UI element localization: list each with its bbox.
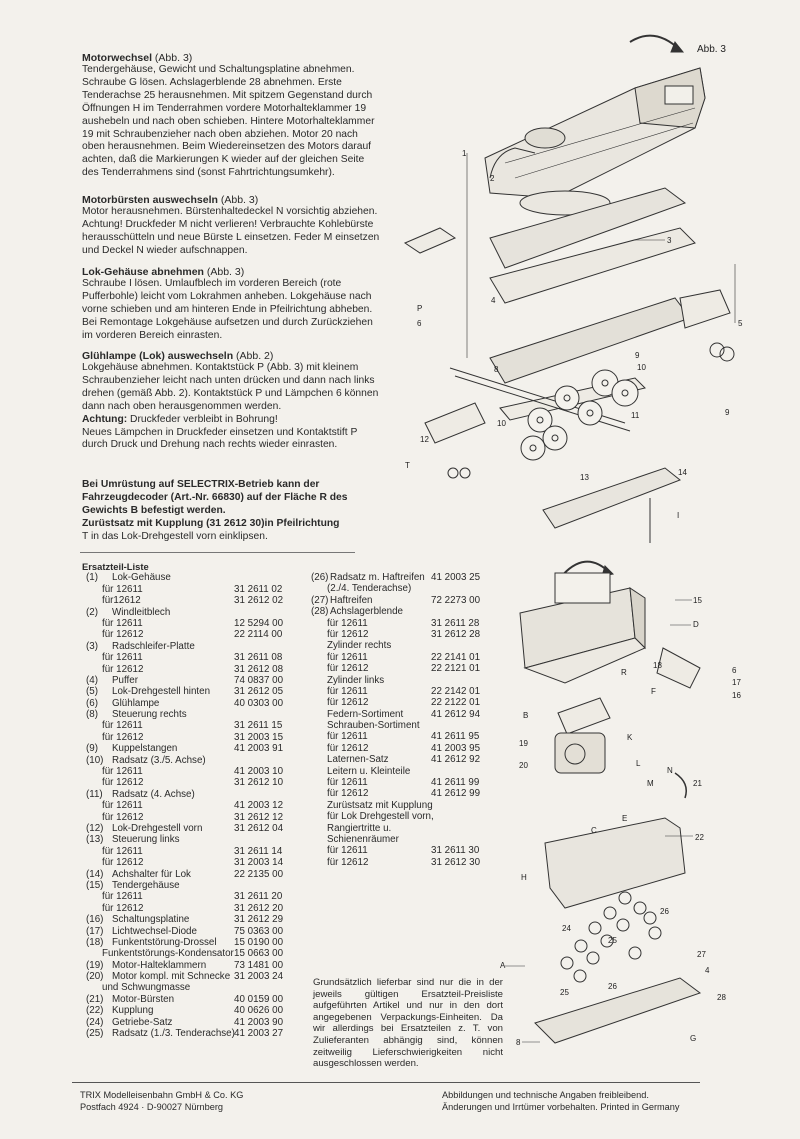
svg-text:M: M (647, 779, 654, 788)
part-number: 75 0363 00 (234, 925, 284, 937)
part-label: Schaltungsplatine (112, 914, 190, 926)
parts-row (82, 629, 297, 640)
section-ref: (Abb. 3) (203, 266, 245, 278)
svg-text:G: G (690, 1034, 697, 1043)
svg-text:L: L (636, 759, 641, 768)
svg-text:9: 9 (635, 351, 640, 360)
svg-text:24: 24 (562, 924, 571, 933)
part-number: 31 2612 02 (234, 595, 284, 607)
parts-row (82, 1028, 297, 1039)
svg-text:21: 21 (693, 779, 702, 788)
section-title: Glühlampe (Lok) auswechseln (82, 350, 234, 362)
svg-text:9: 9 (725, 408, 730, 417)
section-body: Lokgehäuse abnehmen. Kontaktstück P (Abb. 3) mit kleinem Schraubenzieher leicht nach unten drücken und dann nach links drehen (gemäß Abb. 2). Kontaktstück P und Lämpchen 6 können dann nach oben herausgenommen werden. (82, 362, 379, 412)
part-number: 40 0303 00 (234, 697, 284, 709)
svg-text:P: P (417, 304, 423, 313)
part-number: 31 2611 02 (234, 583, 283, 595)
part-label: für 12612 (102, 811, 144, 823)
part-label: Windleitblech (112, 606, 171, 618)
part-index: (19) (86, 959, 104, 971)
parts-row (82, 789, 297, 800)
svg-text:1: 1 (462, 149, 467, 158)
part-index: (26) (311, 572, 329, 583)
parts-row (82, 948, 297, 959)
part-number: 31 2612 30 (431, 856, 481, 868)
part-label: Steuerung rechts (112, 709, 187, 721)
part-label: Radschleifer-Platte (112, 640, 195, 652)
parts-row (82, 926, 297, 937)
part-label: Laternen-Satz (327, 754, 389, 766)
exploded-diagram (395, 28, 765, 1058)
svg-text:20: 20 (519, 761, 528, 770)
parts-row (82, 743, 297, 754)
part-number: 41 2611 99 (431, 777, 480, 789)
part-number: 40 0159 00 (234, 993, 284, 1005)
svg-text:H: H (521, 873, 527, 882)
part-number: 31 2611 15 (234, 720, 283, 732)
section-title: Motorwechsel (82, 52, 153, 64)
part-label: für 12612 (327, 856, 369, 868)
parts-row (82, 1017, 297, 1028)
part-label: Steuerung links (112, 834, 180, 846)
part-number: 31 2003 15 (234, 731, 284, 743)
section-title: Lok-Gehäuse abnehmen (82, 266, 204, 278)
part-label: Zurüstsatz mit Kupplung (327, 799, 433, 811)
figure-title: Abb. 3 (697, 44, 726, 55)
parts-row (82, 664, 297, 675)
parts-row (82, 777, 297, 788)
warning-text: Druckfeder verbleibt in Bohrung! (127, 413, 278, 425)
parts-row (82, 675, 297, 686)
parts-row (82, 857, 297, 868)
part-index: (13) (86, 834, 104, 846)
bogie-front-drawing (425, 403, 485, 443)
disclaimer-line-2: Änderungen und Irrtümer vorbehalten. Printed in Germany (442, 1101, 680, 1112)
parts-row (82, 652, 297, 663)
part-label: Radsatz m. Haftreifen (330, 572, 425, 583)
svg-text:D: D (693, 620, 699, 629)
part-label: für 12611 (102, 652, 143, 664)
part-label: für 12611 (102, 766, 143, 778)
part-label: Motor-Halteklammern (112, 959, 207, 971)
part-label: (2./4. Tenderachse) (327, 583, 412, 595)
section-motorbuersten (82, 194, 382, 258)
part-label: für 12611 (327, 777, 368, 789)
parts-row (82, 834, 297, 845)
part-label: für 12611 (327, 845, 368, 857)
part-number: 41 2611 95 (431, 731, 480, 743)
svg-text:17: 17 (732, 678, 741, 687)
svg-text:16: 16 (732, 691, 741, 700)
tender-body-drawing (520, 562, 645, 683)
svg-text:18: 18 (653, 661, 662, 670)
part-number: 31 2612 04 (234, 822, 284, 834)
parts-row (82, 880, 297, 891)
parts-row (82, 800, 297, 811)
svg-text:8: 8 (494, 365, 499, 374)
part-index: (6) (86, 697, 98, 709)
part-label: und Schwungmasse (102, 982, 191, 994)
part-index: (12) (86, 822, 104, 834)
part-index: (14) (86, 868, 104, 880)
part-label: Schienenräumer (327, 833, 399, 845)
part-label: für 12611 (102, 891, 143, 903)
company-name: TRIX Modelleisenbahn GmbH & Co. KG (80, 1090, 244, 1100)
svg-text:B: B (523, 711, 529, 720)
part-label: für 12612 (102, 663, 144, 675)
section-motorwechsel (82, 52, 382, 180)
part-index: (16) (86, 914, 104, 926)
availability-note: Grundsätzlich lieferbar sind nur die in der jeweils gültigen Ersatzteil-Preisliste aufgeführten Artikel und nur in den dort angegebenen Verpackungs-Einheiten. Da wir allerdings bei Ersatzteilen z. T. von Zulieferanten abhängig sind, können zeitweilig Lieferschwierigkeiten nicht ausgeschlossen werden. (313, 977, 503, 1070)
company-address: Postfach 4924 · D-90027 Nürnberg (80, 1101, 224, 1112)
part-index: (3) (86, 640, 98, 652)
part-label: für 12612 (102, 777, 144, 789)
part-label: für 12611 (327, 617, 368, 629)
part-index: (8) (86, 709, 98, 721)
part-number: 41 2003 27 (234, 1028, 284, 1040)
part-label: Federn-Sortiment (327, 708, 404, 720)
footer-disclaimer (442, 1090, 679, 1113)
svg-text:26: 26 (660, 907, 669, 916)
part-label: für 12612 (102, 902, 144, 914)
svg-text:6: 6 (732, 666, 737, 675)
svg-text:10: 10 (497, 419, 506, 428)
svg-text:E: E (622, 814, 628, 823)
part-label: Getriebe-Satz (112, 1016, 173, 1028)
part-label: für 12611 (102, 720, 143, 732)
svg-text:11: 11 (631, 411, 640, 420)
section-ref: (Abb. 3) (217, 194, 259, 206)
part-label: für Lok Drehgestell vorn, (327, 811, 434, 823)
notice-tail: T in das Lok-Drehgestell vorn einklipsen. (82, 530, 268, 542)
parts-row (82, 937, 297, 948)
part-number: 31 2612 28 (431, 628, 481, 640)
part-label: Funkentstörung-Drossel (112, 936, 217, 948)
svg-text:6: 6 (417, 319, 422, 328)
part-label: Lichtwechsel-Diode (112, 925, 197, 937)
part-number: 31 2611 28 (431, 617, 480, 629)
part-number: 31 2612 12 (234, 811, 284, 823)
part-label: Achshalter für Lok (112, 868, 191, 880)
svg-text:26: 26 (608, 982, 617, 991)
part-number: 31 2612 05 (234, 686, 284, 698)
parts-row (82, 903, 297, 914)
svg-text:C: C (591, 826, 597, 835)
svg-text:14: 14 (678, 468, 687, 477)
parts-row (82, 618, 297, 629)
section-body: Motor herausnehmen. Bürstenhaltedeckel N vorsichtig abziehen. Achtung! Druckfeder M nicht verlieren! Verbrauchte Kohlebürste herausschütteln und neue Bürste L einsetzen. Feder M einsetzen und Deckel N wieder aufschnappen. (82, 206, 380, 256)
parts-row (82, 869, 297, 880)
part-number: 41 2612 94 (431, 708, 481, 720)
svg-text:T: T (405, 461, 410, 470)
part-number: 41 2003 90 (234, 1016, 284, 1028)
part-label: für 12612 (327, 628, 369, 640)
parts-row (82, 971, 297, 982)
svg-text:A: A (500, 961, 506, 970)
disclaimer-line-1: Abbildungen und technische Angaben freibleibend. (442, 1090, 649, 1100)
part-label: Funkentstörungs-Kondensator (102, 948, 234, 960)
svg-text:22: 22 (695, 833, 704, 842)
part-index: (27) (311, 594, 329, 606)
parts-row (82, 994, 297, 1005)
part-number: 31 2003 24 (234, 971, 284, 983)
divider (80, 552, 355, 553)
part-index: (5) (86, 686, 98, 698)
part-label: für 12611 (102, 617, 143, 629)
svg-text:10: 10 (637, 363, 646, 372)
part-number: 31 2612 10 (234, 777, 284, 789)
section-body-2: Neues Lämpchen in Druckfeder einsetzen und Kontaktstift P durch Druck und Drehung nach rechts wieder einrasten. (82, 426, 358, 451)
parts-list-left (82, 561, 297, 1039)
part-label: Radsatz (1./3. Tenderachse) (112, 1028, 235, 1040)
plate-drawing (405, 228, 455, 253)
part-label: Zylinder rechts (327, 640, 392, 652)
part-number: 22 2142 01 (431, 685, 481, 697)
parts-row (82, 891, 297, 902)
part-number: 41 2612 99 (431, 788, 481, 800)
parts-row (82, 960, 297, 971)
parts-row (82, 823, 297, 834)
part-label: für 12612 (102, 857, 144, 869)
part-label: Lok-Drehgestell hinten (112, 686, 211, 698)
parts-row (82, 709, 297, 720)
part-number: 73 1481 00 (234, 959, 284, 971)
svg-text:F: F (651, 687, 656, 696)
parts-row (82, 812, 297, 823)
part-label: für 12611 (102, 800, 143, 812)
parts-row (82, 846, 297, 857)
parts-row (82, 914, 297, 925)
part-label: Tendergehäuse (112, 879, 180, 891)
part-label: Haftreifen (330, 594, 373, 606)
svg-text:19: 19 (519, 739, 528, 748)
part-label: Lok-Drehgestell vorn (112, 822, 203, 834)
part-number: 41 2003 91 (234, 743, 284, 755)
svg-text:13: 13 (580, 473, 589, 482)
tender-frame-drawing (535, 818, 700, 1043)
part-label: für 12611 (327, 651, 368, 663)
part-number: 31 2611 08 (234, 652, 283, 664)
svg-text:12: 12 (420, 435, 429, 444)
part-label: Glühlampe (112, 697, 160, 709)
part-number: 15 0190 00 (234, 936, 284, 948)
part-number: 31 2612 29 (234, 914, 284, 926)
parts-row (82, 982, 297, 993)
section-ref: (Abb. 2) (233, 350, 274, 362)
part-label: Lok-Gehäuse (112, 572, 171, 584)
part-index: (21) (86, 993, 104, 1005)
part-number: 22 2141 01 (431, 651, 481, 663)
part-label: für 12611 (102, 845, 143, 857)
parts-row (82, 720, 297, 731)
svg-text:K: K (627, 733, 633, 742)
parts-row (82, 766, 297, 777)
part-label: für 12611 (102, 583, 143, 595)
part-label: Schrauben-Sortiment (327, 720, 420, 732)
part-label: Motor kompl. mit Schnecke (112, 971, 231, 983)
part-index: (22) (86, 1005, 104, 1017)
svg-text:3: 3 (667, 236, 672, 245)
part-number: 31 2611 20 (234, 891, 283, 903)
section-lok-gehaeuse (82, 266, 382, 343)
parts-list-title: Ersatzteil-Liste (82, 561, 149, 572)
part-number: 31 2612 20 (234, 902, 284, 914)
svg-text:27: 27 (697, 950, 706, 959)
part-label: für 12612 (327, 697, 369, 709)
part-index: (11) (86, 788, 103, 800)
part-label: für12612 (102, 595, 141, 607)
part-label: Radsatz (4. Achse) (112, 788, 195, 800)
part-number: 15 0663 00 (234, 948, 284, 960)
part-index: (28) (311, 606, 329, 618)
warning-label: Achtung: (82, 413, 128, 425)
section-ref: (Abb. 3) (152, 52, 193, 64)
part-label: für 12612 (327, 663, 369, 675)
part-index: (4) (86, 674, 98, 686)
selectrix-notice (82, 479, 382, 544)
svg-text:4: 4 (705, 966, 710, 975)
part-number: 41 2612 92 (431, 754, 481, 766)
part-label: für 12611 (327, 731, 368, 743)
part-label: für 12612 (102, 629, 144, 641)
section-body: Schraube I lösen. Umlaufblech im vorderen Bereich (rote Pufferbohle) leicht vom Lokrahmen anheben. Lokgehäuse nach vorne schieben und am hinteren Ende in Pfeilrichtung abheben. Bei Remontage Lokgehäuse aufsetzen und durch Zurückziehen im vorderen Bereich einrasten. (82, 278, 373, 341)
part-label: Radsatz (3./5. Achse) (112, 754, 206, 766)
footer-divider (72, 1082, 700, 1083)
part-number: 41 2003 10 (234, 766, 284, 778)
svg-text:N: N (667, 766, 673, 775)
parts-row (82, 698, 297, 709)
part-index: (15) (86, 879, 104, 891)
parts-row (82, 1005, 297, 1016)
section-gluehlampe (82, 350, 382, 452)
part-index: (10) (86, 754, 104, 766)
part-number: 31 2003 14 (234, 857, 284, 869)
part-index: (24) (86, 1016, 104, 1028)
part-index: (18) (86, 936, 104, 948)
part-number: 40 0626 00 (234, 1005, 284, 1017)
parts-row (82, 732, 297, 743)
part-index: (17) (86, 925, 104, 937)
part-label: Kuppelstangen (112, 743, 178, 755)
svg-text:2: 2 (490, 174, 495, 183)
part-number: 41 2003 95 (431, 742, 481, 754)
parts-row (82, 595, 297, 606)
part-label: Kupplung (112, 1005, 154, 1017)
part-label: Achslagerblende (330, 606, 403, 618)
part-label: für 12611 (327, 685, 368, 697)
svg-text:15: 15 (693, 596, 702, 605)
footer-company (80, 1090, 243, 1113)
part-number: 74 0837 00 (234, 674, 284, 686)
part-label: für 12612 (327, 788, 369, 800)
notice-bold-2: Zurüstsatz mit Kupplung (31 2612 30)in Pfeilrichtung (82, 517, 340, 529)
svg-text:I: I (677, 511, 680, 520)
svg-text:5: 5 (738, 319, 743, 328)
svg-text:25: 25 (560, 988, 569, 997)
part-number: 41 2003 25 (431, 572, 481, 583)
section-title: Motorbürsten auswechseln (82, 194, 218, 206)
part-index: (2) (86, 606, 98, 618)
svg-text:28: 28 (717, 993, 726, 1002)
part-number: 31 2612 08 (234, 663, 284, 675)
svg-text:R: R (621, 668, 627, 677)
part-index: (9) (86, 743, 98, 755)
svg-text:4: 4 (491, 296, 496, 305)
parts-row (82, 641, 297, 652)
part-number: 22 2135 00 (234, 868, 284, 880)
part-index: (1) (86, 572, 98, 584)
part-number: 22 2121 01 (431, 663, 481, 675)
part-index: (25) (86, 1028, 104, 1040)
parts-row (82, 755, 297, 766)
part-label: für 12612 (327, 742, 369, 754)
parts-row (82, 584, 297, 595)
part-number: 72 2273 00 (431, 594, 481, 606)
part-label: Motor-Bürsten (112, 993, 175, 1005)
loco-lower-frame (543, 468, 680, 528)
part-number: 22 2114 00 (234, 629, 283, 641)
parts-row (82, 572, 297, 583)
part-index: (20) (86, 971, 104, 983)
section-body: Tendergehäuse, Gewicht und Schaltungsplatine abnehmen. Schraube G lösen. Achslagerblende 28 abnehmen. Erste Tenderachse 25 herausnehmen. Mit spitzem Gegenstand durch Öffnungen H im Tenderrahmen vordere Motorhalteklammer 19 aushebeln und nach oben schieben. Hintere Motorhalteklammer 19 mit Schraubenzieher nach oben abziehen. Motor 20 nach oben herausnehmen. Beim Wiedereinsetzen des Motors darauf achten, daß die Markierungen K wieder auf der gleichen Seite des Tenderrahmens sind (sonst Fahrtrichtungsumkehr). (82, 64, 375, 179)
part-number: 12 5294 00 (234, 617, 284, 629)
part-label: für 12612 (102, 731, 144, 743)
parts-row (82, 686, 297, 697)
part-number: 31 2611 30 (431, 845, 480, 857)
notice-bold: Bei Umrüstung auf SELECTRIX-Betrieb kann der Fahrzeugdecoder (Art.-Nr. 66830) auf der Fläche R des Gewichts B befestigt werden. (82, 479, 348, 516)
part-label: Puffer (112, 674, 138, 686)
part-number: 31 2611 14 (234, 845, 283, 857)
part-number: 22 2122 01 (431, 697, 481, 709)
svg-text:25: 25 (608, 936, 617, 945)
rear-bogie-drawing (680, 290, 730, 328)
part-label: Leitern u. Kleinteile (327, 765, 411, 777)
part-number: 41 2003 12 (234, 800, 284, 812)
part-label: Zylinder links (327, 674, 385, 686)
parts-row (82, 607, 297, 618)
svg-text:8: 8 (516, 1038, 521, 1047)
part-label: Rangiertritte u. (327, 822, 392, 834)
